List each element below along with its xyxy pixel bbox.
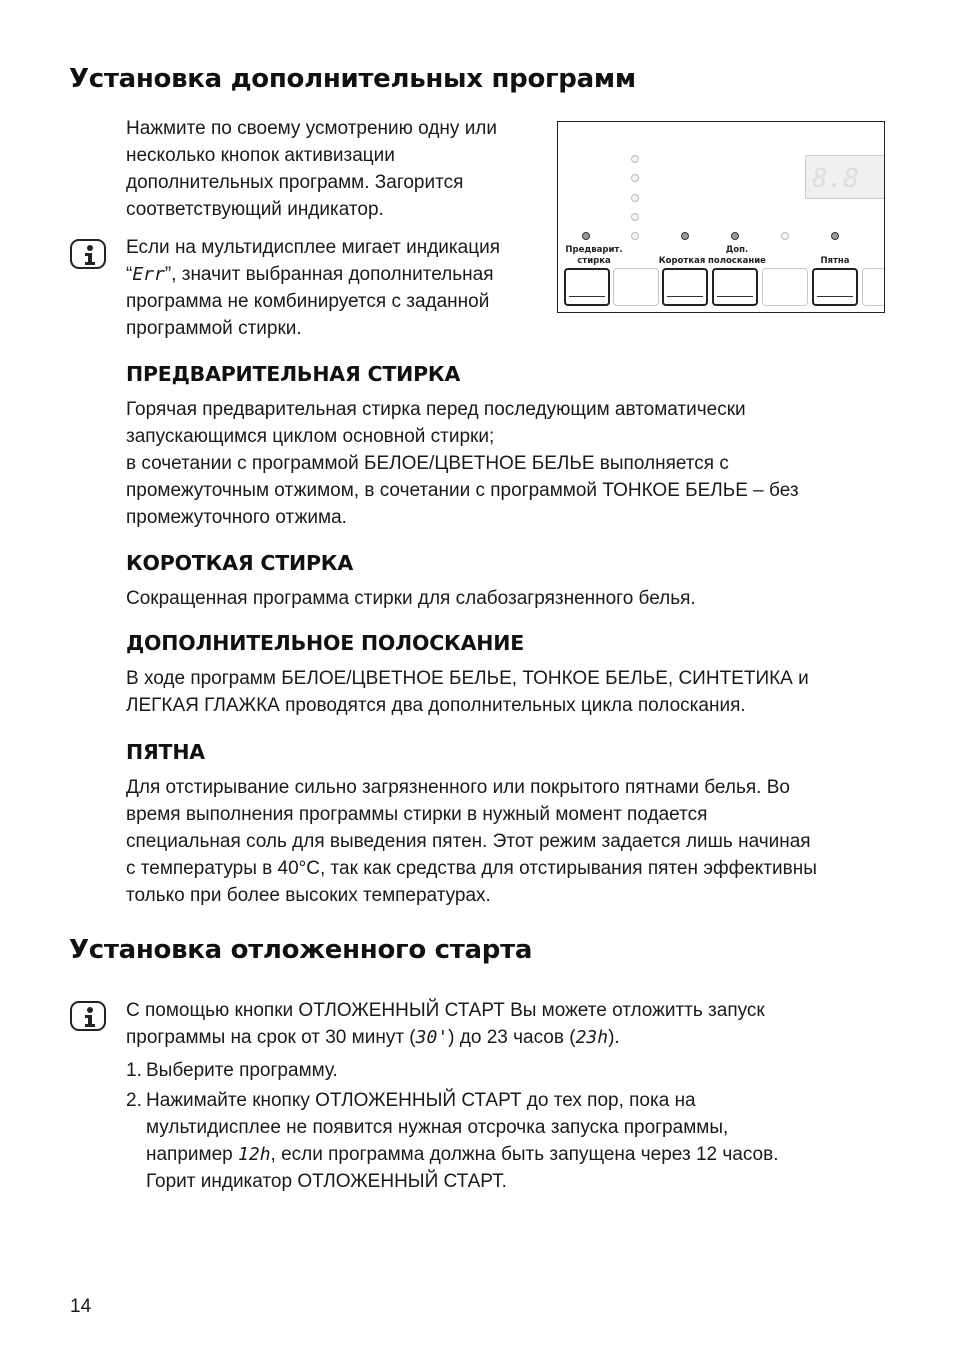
label-extra-rinse-line: полоскание (708, 256, 766, 266)
extra-rinse-line: ЛЕГКАЯ ГЛАЖКА проводятся два дополнительных цикла полоскания. (126, 695, 746, 716)
step-text: , если программа должна быть запущена через 12 часов. (270, 1144, 779, 1165)
note-text: ). (608, 1027, 620, 1048)
control-panel-illustration (557, 121, 885, 313)
panel-button[interactable] (613, 268, 659, 306)
stains-line: время выполнения программы стирки в нужный момент подается (126, 804, 708, 825)
info-icon (70, 1001, 106, 1031)
stains-paragraph (126, 774, 817, 909)
prewash-led (582, 232, 590, 240)
short-wash-led (681, 232, 689, 240)
note-line: программой стирки. (126, 318, 302, 339)
label-extra-rinse-line: Доп. (725, 245, 749, 255)
extra-rinse-button[interactable] (712, 268, 758, 306)
stains-led (831, 232, 839, 240)
step-line (146, 1141, 778, 1168)
prewash-line: в сочетании с программой БЕЛОЕ/ЦВЕТНОЕ БЕЛЬЕ выполняется с (126, 453, 729, 474)
stains-line: с температуры в 40°С, так как средства для отстирывания пятен эффективны (126, 858, 817, 879)
multi-display (805, 155, 885, 199)
extra-rinse-paragraph (126, 665, 809, 719)
display-code-30min: 30' (415, 1027, 449, 1048)
intro-paragraph (126, 115, 497, 223)
label-stains: Пятна (820, 256, 850, 266)
indicator-led (631, 213, 639, 221)
note-line: Если на мультидисплее мигает индикация (126, 237, 500, 258)
heading-extra-rinse: ДОПОЛНИТЕЛЬНОЕ ПОЛОСКАНИЕ (126, 631, 524, 655)
note-line: С помощью кнопки ОТЛОЖЕННЫЙ СТАРТ Вы можете отложитть запуск (126, 1000, 765, 1021)
label-short-wash: Короткая (658, 256, 706, 266)
step-line: Горит индикатор ОТЛОЖЕННЫЙ СТАРТ. (146, 1171, 507, 1192)
short-wash-line: Сокращенная программа стирки для слабозагрязненного белья. (126, 588, 696, 609)
err-note-paragraph (126, 234, 500, 342)
note-line (126, 1024, 765, 1051)
step-line: Нажимайте кнопку ОТЛОЖЕННЫЙ СТАРТ до тех пор, пока на (146, 1090, 696, 1111)
prewash-line: Горячая предварительная стирка перед последующим автоматически (126, 399, 746, 420)
intro-line: несколько кнопок активизации (126, 145, 395, 166)
stains-button[interactable] (812, 268, 858, 306)
indicator-led (631, 174, 639, 182)
short-wash-paragraph (126, 585, 696, 612)
step-line: мультидисплее не появится нужная отсрочка запуска программы, (146, 1117, 729, 1138)
quote-open: “ (126, 264, 133, 285)
indicator-led (631, 232, 639, 240)
section-title-extra-programs: Установка дополнительных программ (69, 64, 636, 94)
panel-button[interactable] (762, 268, 808, 306)
step-text: например (146, 1144, 239, 1165)
extra-rinse-line: В ходе программ БЕЛОЕ/ЦВЕТНОЕ БЕЛЬЕ, ТОНКОЕ БЕЛЬЕ, СИНТЕТИКА и (126, 668, 809, 689)
err-display-code: Err (132, 264, 165, 285)
display-code-23h: 23h (575, 1027, 609, 1048)
indicator-led (631, 155, 639, 163)
step-1 (146, 1057, 338, 1084)
intro-line: дополнительных программ. Загорится (126, 172, 464, 193)
label-prewash-line: Предварит. (565, 245, 623, 255)
delayed-start-note (126, 997, 765, 1051)
step-line: Выберите программу. (146, 1060, 338, 1081)
label-extra-rinse (707, 245, 767, 267)
info-icon (70, 239, 106, 269)
note-text: программы на срок от 30 минут ( (126, 1027, 416, 1048)
prewash-button[interactable] (564, 268, 610, 306)
prewash-paragraph (126, 396, 799, 531)
label-prewash-line: стирка (577, 256, 611, 266)
stains-line: только при более высоких температурах. (126, 885, 491, 906)
heading-prewash: ПРЕДВАРИТЕЛЬНАЯ СТИРКА (126, 362, 461, 386)
prewash-line: промежуточным отжимом, в сочетании с программой ТОНКОЕ БЕЛЬЕ – без (126, 480, 799, 501)
section-title-delayed-start: Установка отложенного старта (69, 935, 533, 965)
note-line: программа не комбинируется с заданной (126, 291, 490, 312)
intro-line: Нажмите по своему усмотрению одну или (126, 118, 498, 139)
prewash-line: запускающимся циклом основной стирки; (126, 426, 495, 447)
short-wash-button[interactable] (662, 268, 708, 306)
indicator-led (631, 194, 639, 202)
step-2 (146, 1087, 778, 1195)
label-prewash (564, 245, 624, 267)
extra-rinse-led (731, 232, 739, 240)
heading-stains: ПЯТНА (126, 740, 205, 764)
note-text: ) до 23 часов ( (448, 1027, 576, 1048)
note-text: ”, значит выбранная дополнительная (164, 264, 494, 285)
prewash-line: промежуточного отжима. (126, 507, 347, 528)
heading-short-wash: КОРОТКАЯ СТИРКА (126, 551, 353, 575)
panel-button[interactable] (862, 268, 885, 306)
intro-line: соответствующий индикатор. (126, 199, 384, 220)
stains-line: Для отстирывание сильно загрязненного или покрытого пятнами белья. Во (126, 777, 790, 798)
indicator-led (781, 232, 789, 240)
note-line (126, 261, 500, 288)
step-number: 1. (126, 1060, 142, 1081)
display-code-12h: 12h (238, 1144, 271, 1165)
step-number: 2. (126, 1090, 142, 1111)
page-number: 14 (70, 1296, 92, 1317)
stains-line: специальная соль для выведения пятен. Этот режим задается лишь начиная (126, 831, 811, 852)
display-digits: 8.8 (812, 164, 859, 194)
